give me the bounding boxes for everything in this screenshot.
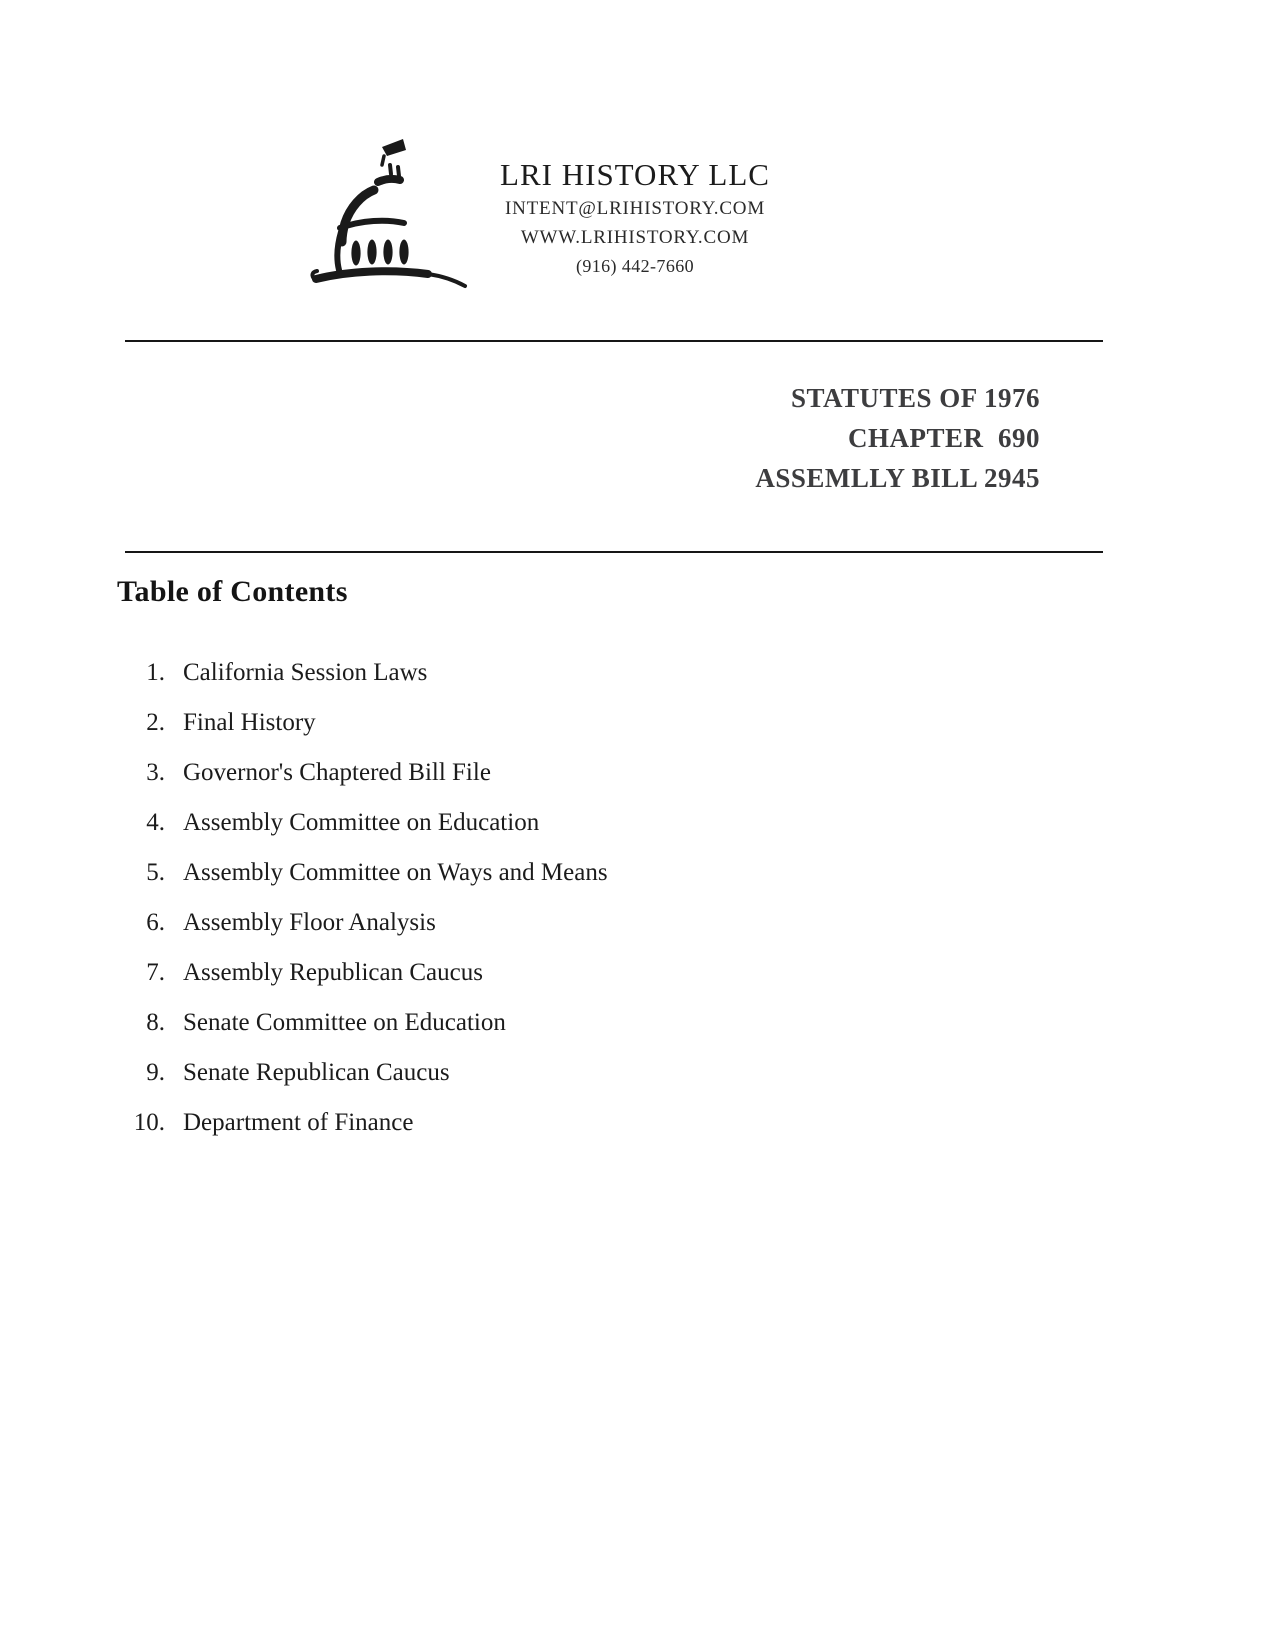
case-header-chapter: CHAPTER 690 [847, 423, 1040, 453]
toc-item [0, 798, 1100, 848]
toc-item-label: Assembly Republican Caucus [183, 959, 483, 986]
toc-item-number: 3. [146, 759, 165, 786]
toc-item-number: 8. [146, 1009, 165, 1036]
case-header [755, 378, 1040, 498]
case-header-statutes: STATUTES OF 1976 [790, 383, 1040, 413]
toc-item [0, 898, 1100, 948]
case-header-bill: ASSEMLLY BILL 2945 [755, 463, 1040, 493]
horizontal-rule-top [125, 340, 1103, 342]
toc-item-number: 2. [146, 709, 165, 736]
toc-item [0, 948, 1100, 998]
toc-item-label: Senate Republican Caucus [183, 1059, 450, 1086]
toc-item-label: Assembly Committee on Ways and Means [183, 859, 608, 886]
company-name: LRI HISTORY LLC [500, 157, 770, 192]
company-email: INTENT@LRIHISTORY.COM [504, 198, 766, 219]
toc-list [0, 648, 1100, 1148]
toc-item [0, 998, 1100, 1048]
toc-item [0, 848, 1100, 898]
toc-item [0, 1098, 1100, 1148]
toc-item-number: 5. [146, 859, 165, 886]
toc-item-label: Final History [183, 709, 316, 736]
toc-item-label: Department of Finance [183, 1109, 414, 1136]
toc-item-number: 7. [146, 959, 165, 986]
horizontal-rule-middle [125, 551, 1103, 553]
toc-item-label: Senate Committee on Education [183, 1009, 506, 1036]
toc-item [0, 648, 1100, 698]
company-phone: (916) 442-7660 [575, 256, 695, 276]
toc-item-number: 6. [146, 909, 165, 936]
toc-item-label: California Session Laws [183, 659, 428, 686]
toc-item-label: Governor's Chaptered Bill File [183, 759, 491, 786]
toc-item-number: 9. [146, 1059, 165, 1086]
toc-item-number: 1. [146, 659, 165, 686]
toc-item [0, 1048, 1100, 1098]
toc-item-number: 10. [133, 1109, 165, 1136]
toc-item-number: 4. [146, 809, 165, 836]
toc-item [0, 698, 1100, 748]
letterhead [425, 156, 845, 281]
toc-item [0, 748, 1100, 798]
toc-item-label: Assembly Committee on Education [183, 809, 540, 836]
toc-title: Table of Contents [117, 575, 348, 608]
company-website: WWW.LRIHISTORY.COM [520, 227, 750, 248]
toc-item-label: Assembly Floor Analysis [183, 909, 436, 936]
